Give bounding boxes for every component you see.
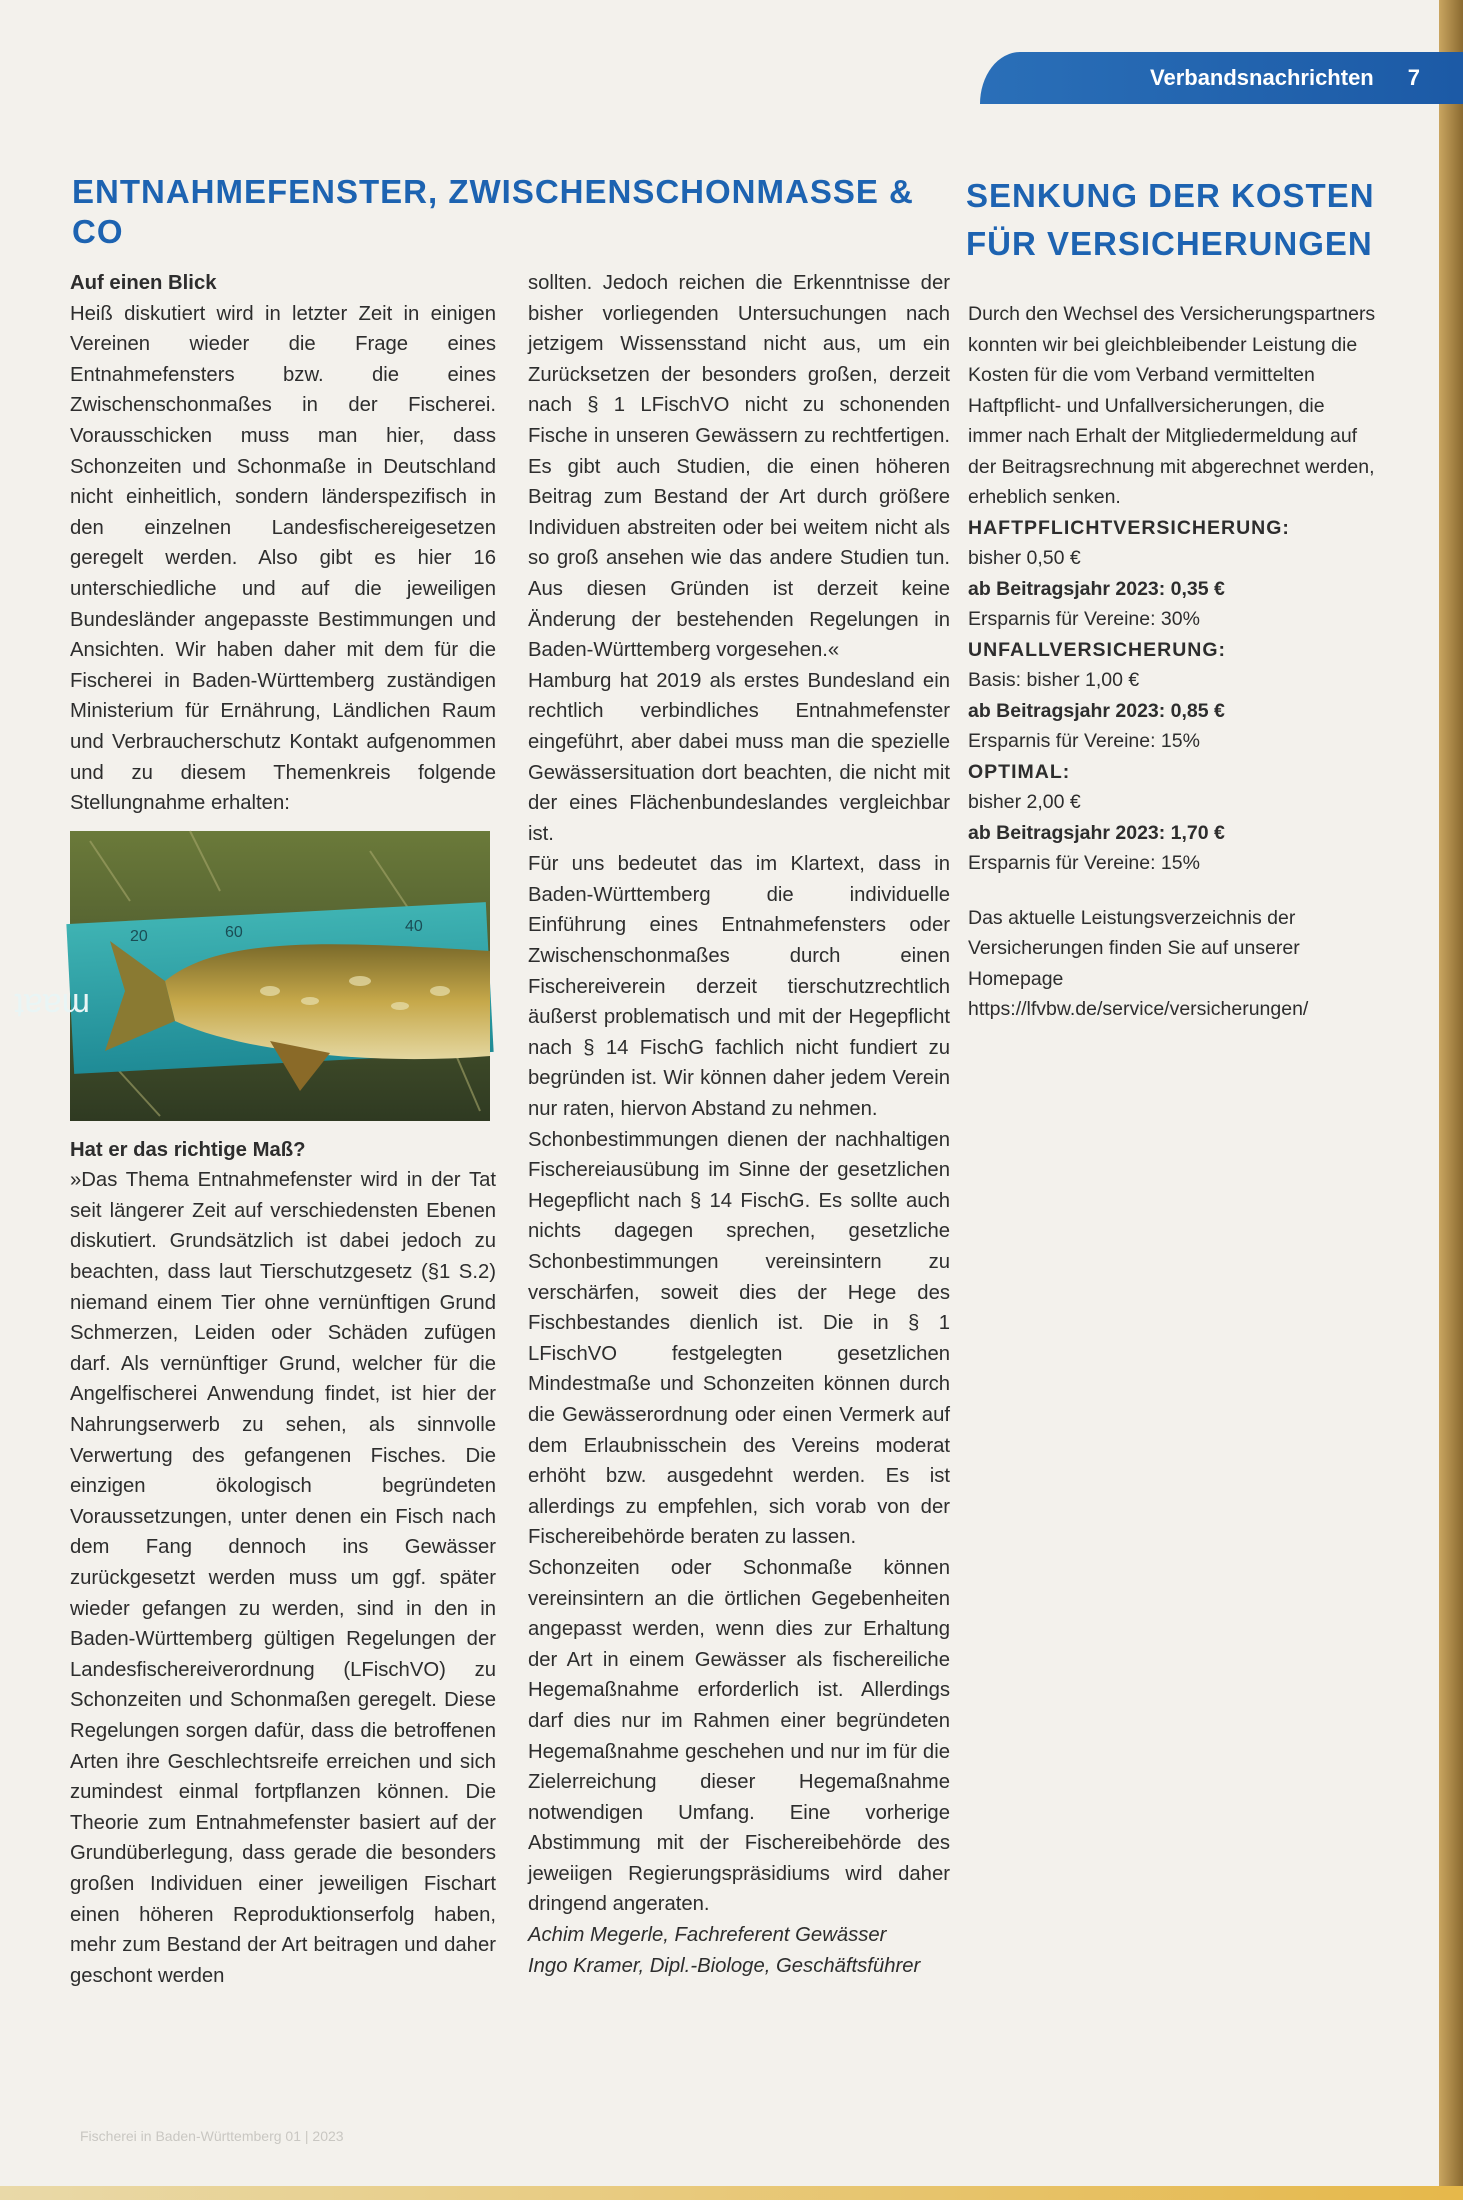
paragraph-hamburg: Hamburg hat 2019 als erstes Bundesland ein rechtlich verbindliches Entnahmefenster eingeführt, aber dabei muss man die spezielle Gewässersituation dort beachten, die nicht mit der eines Flächenbundeslandes vergleichbar ist. [528,669,950,845]
author-signature [528,1920,950,1981]
svg-text:60: 60 [225,923,243,941]
author-1: Achim Megerle, Fachreferent Gewässer [528,1924,887,1947]
insurance-saving-optimal: Ersparnis für Vereine: 15% [968,852,1200,874]
article-column-1 [14,268,496,1991]
section-label: Verbandsnachrichten [1150,65,1374,90]
paragraph-ministry-statement: »Das Thema Entnahmefenster wird in der Tat seit längerer Zeit auf verschiedensten Ebenen diskutiert. Grundsätzlich ist dabei jedoch zu beachten, dass laut Tierschutzgesetz (§1 S.2) niemand einem Tier ohne vernünftigen Grund Schmerzen, Leiden oder Schäden zufügen darf. Als vernünftiger Grund, welcher für die Angelfischerei Anwendung findet, ist hier der Nahrungserwerb zu sehen, als sinnvolle Verwertung des gefangenen Fisches. Die einzigen ökologisch begründeten Voraussetzungen, unter denen ein Fisch nach dem Fang dennoch ins Gewässer zurückgesetzt werden muss um ggf. später wieder gefangen zu werden, sind in den in Baden-Württemberg gültigen Regelungen der Landesfischereiverordnung (LFischVO) zu Schonzeiten und Schonmaßen geregelt. Diese Regelungen sorgen dafür, dass die betroffenen Arten ihre Geschlechtsreife erreichen und sich zumindest einmal fortpflanzen können. Die Theorie zum Entnahmefenster basiert auf der Grundüberlegung, dass gerade die besonders großen Individuen einer jeweiligen Fischart einen höheren Reproduktionserfolg haben, mehr zum Bestand der Art beitragen und daher geschont werden [70,1169,496,1987]
article-title: ENTNAHMEFENSTER, ZWISCHENSCHONMASSE & CO [72,173,914,250]
insurance-saving-liability: Ersparnis für Vereine: 30% [968,608,1200,630]
pike-photo [14,831,490,1121]
insurance-saving-accident: Ersparnis für Vereine: 15% [968,730,1200,752]
svg-text:40: 40 [405,917,423,935]
author-2: Ingo Kramer, Dipl.-Biologe, Geschäftsführer [528,1954,921,1977]
sidebar-column [968,299,1380,1025]
insurance-after-optimal: ab Beitragsjahr 2023: 1,70 € [968,821,1225,844]
page-edge [1439,0,1463,2200]
footer-publication: Fischerei in Baden-Württemberg 01 | 2023 [80,2128,344,2144]
paragraph-protection-rules: Schonbestimmungen dienen der nachhaltigen Fischereiausübung im Sinne der gesetzlichen Hegepflicht nach § 14 FischG. Es sollte auch nichts dagegen sprechen, gesetzliche Schonbestimmungen vereinsintern zu verschärfen, soweit dies der Hege des Fischbestandes dienlich ist. Die in § 1 LFischVO festgelegten gesetzlichen Mindestmaße und Schonzeiten können durch die Gewässerordnung oder einen Vermerk auf dem Erlaubnisschein des Vereins moderat erhöht bzw. ausgedehnt werden. Es ist allerdings zu empfehlen, sich vorab von der Fischereibehörde beraten zu lassen. [528,1128,950,1549]
bottom-color-bar [0,2186,1463,2200]
insurance-before-accident: Basis: bisher 1,00 € [968,669,1140,691]
insurance-heading-liability: HAFTPFLICHTVERSICHERUNG: [968,516,1290,539]
insurance-after-liability: ab Beitragsjahr 2023: 0,35 € [968,577,1225,600]
subhead-at-a-glance: Auf einen Blick [70,272,217,294]
paragraph-statement-continued: sollten. Jedoch reichen die Erkenntnisse der bisher vorliegenden Untersuchungen nach jetzigem Wissensstand nicht aus, um ein Zurücksetzen der besonders großen, derzeit nach § 1 LFischVO nicht zu schonenden Fische in unseren Gewässern zu rechtfertigen. Es gibt auch Studien, die einen höheren Beitrag zum Bestand der Art durch größere Individuen abstreiten oder bei weitem nicht als so groß ansehen wie das andere Studien tun. Aus diesen Gründen ist derzeit keine Änderung der bestehenden Regelungen in Baden-Württemberg vorgesehen.« [528,272,950,662]
subhead-right-size: Hat er das richtige Maß? [70,1138,306,1161]
page-number: 7 [1407,65,1420,90]
insurance-before-liability: bisher 0,50 € [968,547,1081,569]
paragraph-intro: Heiß diskutiert wird in letzter Zeit in einigen Vereinen wieder die Frage eines Entnahmefensters bzw. die eines Zwischenschonmaßes in der Fischerei. Vorausschicken muss man hier, dass Schonzeiten und Schonmaße in Deutschland nicht einheitlich, sondern länderspezifisch in den einzelnen Landesfischereigesetzen geregelt werden. Also gibt es hier 16 unterschiedliche und auf die jeweiligen Bundesländer angepasste Bestimmungen und Ansichten. Wir haben daher mit dem für die Fischerei in Baden-Württemberg zuständigen Ministerium für Ernährung, Ländlichen Raum und Verbraucherschutz Kontakt aufgenommen und zu diesem Themenkreis folgende Stellungnahme erhalten: [70,302,496,815]
paragraph-local-adjustment: Schonzeiten oder Schonmaße können vereinsintern an die örtlichen Gegebenheiten angepasst werden, wenn dies zur Erhaltung der Art in einem Gewässer als fischereiliche Hegemaßnahme erforderlich ist. Allerdings darf dies nur im Rahmen einer begründeten Hegemaßnahme geschehen und nur im für die Zielerreichung dieser Hegemaßnahme notwendigen Umfang. Eine vorherige Abstimmung mit der Fischereibehörde des jeweiigen Regierungspräsidiums wird daher dringend angeraten. [528,1556,950,1916]
article-column-2 [528,268,950,1981]
insurance-after-accident: ab Beitragsjahr 2023: 0,85 € [968,699,1225,722]
sidebar-outro: Das aktuelle Leistungsverzeichnis der Versicherungen finden Sie auf unserer Homepage https://lfvbw.de/service/versicherungen/ [968,906,1309,1020]
paragraph-conclusion: Für uns bedeutet das im Klartext, dass in Baden-Württemberg die individuelle Einführung eines Entnahmefensters oder Zwischenschonmaßes durch einen Fischereiverein derzeit tierschutzrechtlich äußerst problematisch und mit der Hegepflicht nach § 14 FischG fachlich nicht fundiert zu begründen ist. Wir können daher jedem Verein nur raten, hiervon Abstand zu nehmen. [528,853,950,1121]
insurance-heading-accident: UNFALLVERSICHERUNG: [968,638,1227,661]
sidebar-title: SENKUNG DER KOSTEN FÜR VERSICHERUNGEN [966,177,1375,262]
ruler-text: maat [14,985,90,1024]
sidebar-intro: Durch den Wechsel des Versicherungspartners konnten wir bei gleichbleibender Leistung die Kosten für die vom Verband vermittelten Haftpflicht- und Unfallversicherungen, die immer nach Erhalt der Mitgliedermeldung auf der Beitragsrechnung mit abgerechnet werden, erheblich senken. [968,303,1376,508]
insurance-before-optimal: bisher 2,00 € [968,791,1081,813]
pike-photo-graphic [14,831,490,1121]
section-tab [980,52,1463,104]
insurance-heading-optimal: OPTIMAL: [968,760,1071,783]
svg-text:20: 20 [130,927,148,945]
